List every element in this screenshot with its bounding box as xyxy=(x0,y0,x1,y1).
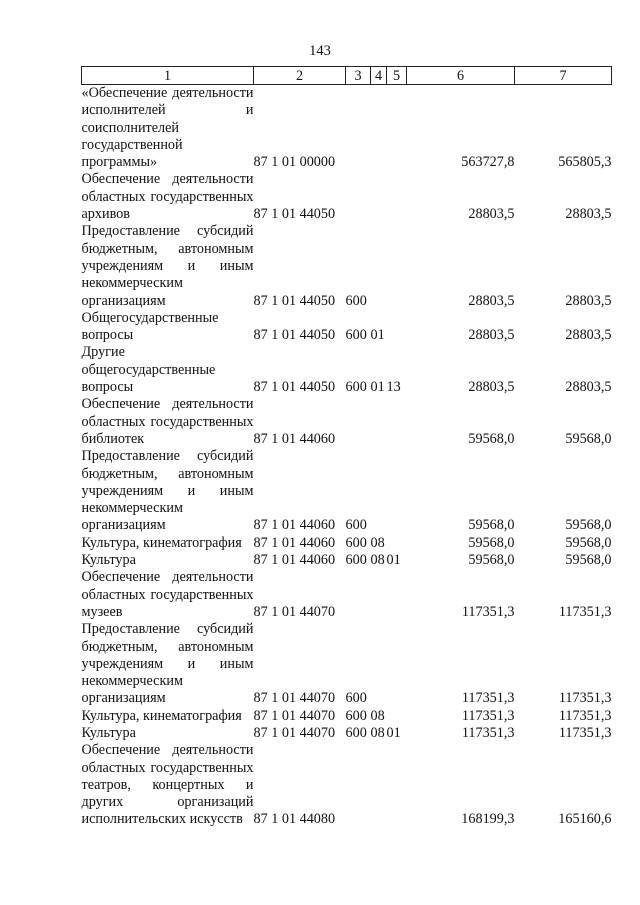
row-description: Предоставление субсидий бюджетным, автономным учреждениям и иным некоммерческим организациям xyxy=(81,223,254,309)
amount-year-1: 117351,3 xyxy=(461,707,515,724)
section-code xyxy=(371,569,387,621)
amount-year-1: 28803,5 xyxy=(468,206,515,223)
column-1-number: 1 xyxy=(82,67,254,85)
budget-table xyxy=(81,66,612,829)
amount-year-2: 165160,6 xyxy=(558,811,612,828)
column-3-number: 3 xyxy=(346,67,371,85)
section-code: 08 xyxy=(370,724,385,741)
section-code: 01 xyxy=(370,379,385,396)
amount-year-1: 59568,0 xyxy=(468,534,515,551)
amount-year-2: 59568,0 xyxy=(565,430,612,447)
target-code: 87 1 01 44080 xyxy=(253,811,336,828)
section-code: 08 xyxy=(370,707,385,724)
table-row xyxy=(82,535,612,552)
section-code xyxy=(371,448,387,534)
table-row xyxy=(82,85,612,172)
amount-year-1: 28803,5 xyxy=(468,379,515,396)
row-description: Культура, кинематография xyxy=(81,707,242,724)
subsection-code xyxy=(387,708,407,725)
target-code: 87 1 01 44050 xyxy=(253,379,336,396)
subsection-code xyxy=(387,535,407,552)
row-description: Культура xyxy=(81,724,136,741)
table-row xyxy=(82,725,612,742)
section-code xyxy=(371,396,387,448)
subsection-code xyxy=(387,621,407,707)
target-code: 87 1 01 44070 xyxy=(253,690,336,707)
column-number-header xyxy=(82,67,612,85)
table-row xyxy=(82,742,612,828)
subsection-code xyxy=(387,310,407,345)
expense-type-code: 600 xyxy=(345,517,367,534)
subsection-code xyxy=(387,396,407,448)
column-2-number: 2 xyxy=(254,67,346,85)
row-description: Культура xyxy=(81,552,136,569)
amount-year-1: 168199,3 xyxy=(461,811,515,828)
section-code xyxy=(371,621,387,707)
table-row xyxy=(82,552,612,569)
target-code: 87 1 01 44070 xyxy=(253,724,336,741)
expense-type-code: 600 xyxy=(345,707,367,724)
amount-year-1: 28803,5 xyxy=(468,292,515,309)
amount-year-1: 563727,8 xyxy=(461,154,515,171)
column-7-number: 7 xyxy=(515,67,612,85)
expense-type-code: 600 xyxy=(345,724,367,741)
row-description: Обеспечение деятельности областных государственных библиотек xyxy=(81,396,254,447)
amount-year-1: 59568,0 xyxy=(468,430,515,447)
section-code: 01 xyxy=(370,327,385,344)
row-description: Общегосударственные вопросы xyxy=(81,309,219,344)
section-code xyxy=(371,171,387,223)
amount-year-2: 565805,3 xyxy=(558,154,612,171)
amount-year-2: 117351,3 xyxy=(558,724,612,741)
expense-type-code: 600 xyxy=(345,292,367,309)
target-code: 87 1 01 44050 xyxy=(253,327,336,344)
target-code: 87 1 01 44070 xyxy=(253,707,336,724)
section-code: 08 xyxy=(370,534,385,551)
target-code: 87 1 01 44070 xyxy=(253,603,336,620)
target-code: 87 1 01 44060 xyxy=(253,534,336,551)
amount-year-1: 117351,3 xyxy=(461,690,515,707)
subsection-code xyxy=(387,569,407,621)
amount-year-2: 28803,5 xyxy=(565,327,612,344)
subsection-code xyxy=(387,742,407,828)
table-row xyxy=(82,621,612,707)
target-code: 87 1 01 44060 xyxy=(253,552,336,569)
amount-year-2: 59568,0 xyxy=(565,534,612,551)
row-description: «Обеспечение деятельности исполнителей и соисполнителей государственной программы» xyxy=(81,85,254,171)
target-code: 87 1 01 44060 xyxy=(253,430,336,447)
amount-year-1: 59568,0 xyxy=(468,517,515,534)
amount-year-2: 28803,5 xyxy=(565,292,612,309)
amount-year-1: 117351,3 xyxy=(461,724,515,741)
table-row xyxy=(82,396,612,448)
amount-year-2: 28803,5 xyxy=(565,206,612,223)
table-row xyxy=(82,448,612,534)
expense-type-code xyxy=(346,569,371,621)
row-description: Другие общегосударственные вопросы xyxy=(81,344,216,396)
table-row xyxy=(82,708,612,725)
row-description: Предоставление субсидий бюджетным, автономным учреждениям и иным некоммерческим организациям xyxy=(81,621,254,707)
subsection-code xyxy=(387,85,407,172)
expense-type-code: 600 xyxy=(345,690,367,707)
table-row xyxy=(82,171,612,223)
expense-type-code: 600 xyxy=(345,379,367,396)
section-code xyxy=(371,223,387,309)
table-row xyxy=(82,569,612,621)
table-body xyxy=(82,85,612,829)
target-code: 87 1 01 44060 xyxy=(253,517,336,534)
subsection-code: 13 xyxy=(386,379,401,396)
subsection-code xyxy=(387,171,407,223)
expense-type-code: 600 xyxy=(345,552,367,569)
subsection-code: 01 xyxy=(386,724,401,741)
expense-type-code xyxy=(346,742,371,828)
section-code xyxy=(371,85,387,172)
table-row xyxy=(82,223,612,309)
amount-year-2: 117351,3 xyxy=(558,707,612,724)
section-code xyxy=(371,742,387,828)
table-row xyxy=(82,344,612,396)
expense-type-code xyxy=(346,85,371,172)
subsection-code xyxy=(387,448,407,534)
expense-type-code: 600 xyxy=(345,327,367,344)
expense-type-code: 600 xyxy=(345,534,367,551)
subsection-code xyxy=(387,223,407,309)
row-description: Культура, кинематография xyxy=(81,534,242,551)
target-code: 87 1 01 00000 xyxy=(253,154,336,171)
row-description: Обеспечение деятельности областных государственных музеев xyxy=(81,569,254,620)
amount-year-1: 59568,0 xyxy=(468,552,515,569)
section-code: 08 xyxy=(370,552,385,569)
target-code: 87 1 01 44050 xyxy=(253,292,336,309)
amount-year-2: 117351,3 xyxy=(558,690,612,707)
expense-type-code xyxy=(346,396,371,448)
column-5-number: 5 xyxy=(387,67,407,85)
column-6-number: 6 xyxy=(407,67,515,85)
amount-year-2: 59568,0 xyxy=(565,517,612,534)
page-number: 143 xyxy=(309,43,331,59)
amount-year-2: 117351,3 xyxy=(558,603,612,620)
amount-year-1: 117351,3 xyxy=(461,603,515,620)
row-description: Обеспечение деятельности областных государственных архивов xyxy=(81,171,254,223)
amount-year-2: 59568,0 xyxy=(565,552,612,569)
amount-year-2: 28803,5 xyxy=(565,379,612,396)
expense-type-code xyxy=(346,171,371,223)
row-description: Предоставление субсидий бюджетным, автономным учреждениям и иным некоммерческим организациям xyxy=(81,448,254,534)
target-code: 87 1 01 44050 xyxy=(253,206,336,223)
amount-year-1: 28803,5 xyxy=(468,327,515,344)
table-row xyxy=(82,310,612,345)
column-4-number: 4 xyxy=(371,67,387,85)
subsection-code: 01 xyxy=(386,552,401,569)
row-description: Обеспечение деятельности областных государственных театров, концертных и других организаций исполнительских искусств xyxy=(81,742,254,828)
